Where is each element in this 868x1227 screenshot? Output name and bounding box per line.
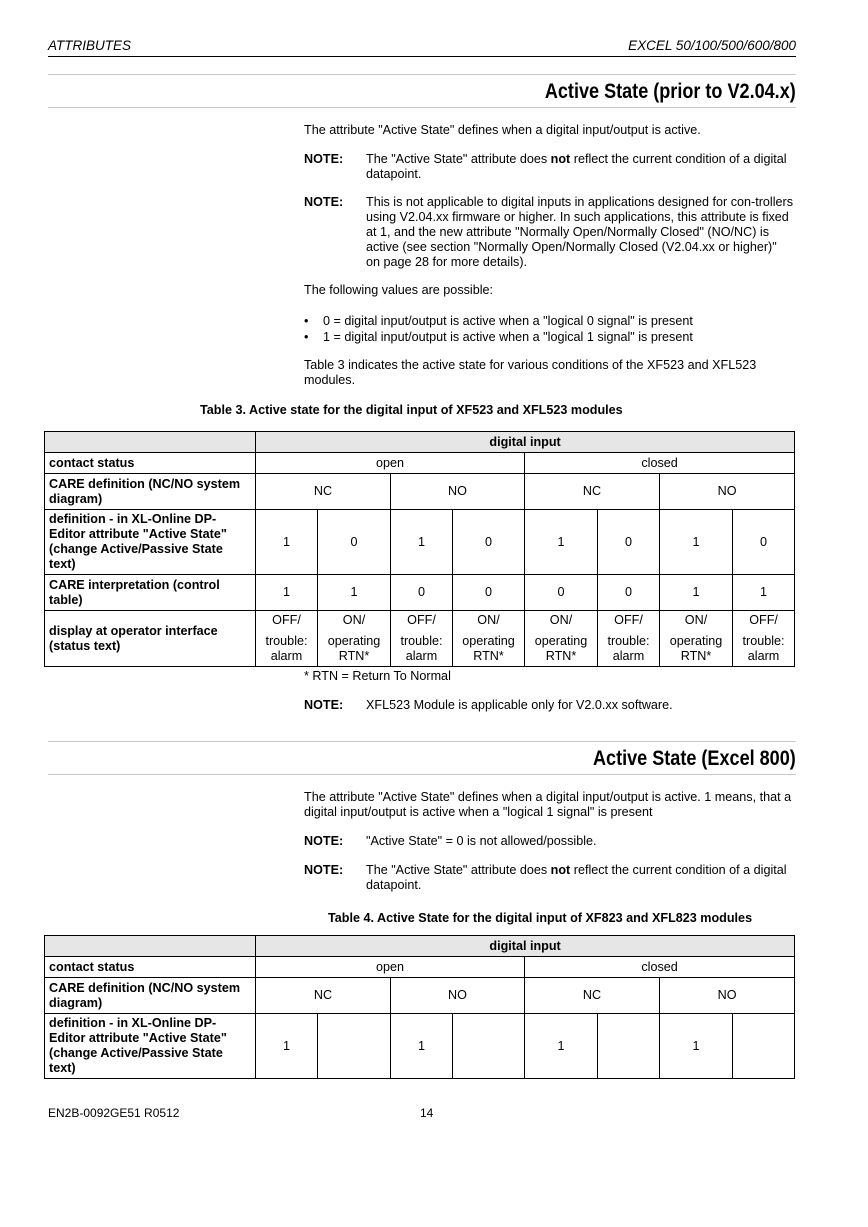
note-text: The "Active State" attribute does not reflect the current condition of a digital datapoint. bbox=[366, 863, 787, 892]
table-cell: 0 bbox=[453, 510, 525, 575]
table-cell: ON/ operating RTN* bbox=[453, 611, 525, 667]
table-cell: NO bbox=[391, 474, 525, 510]
section-rule-top bbox=[48, 741, 796, 742]
table-cell: OFF/ trouble: alarm bbox=[391, 611, 453, 667]
row-header: display at operator interface (status text) bbox=[45, 611, 256, 667]
digital-input-header: digital input bbox=[256, 432, 795, 453]
note-label: NOTE: bbox=[304, 863, 344, 877]
table-corner bbox=[45, 936, 256, 957]
table-cell: 1 bbox=[256, 1014, 318, 1079]
intro-paragraph: The attribute "Active State" defines when a digital input/output is active. bbox=[304, 123, 701, 137]
table-cell: 1 bbox=[660, 575, 733, 611]
note-label: NOTE: bbox=[304, 152, 344, 166]
table-cell: 1 bbox=[733, 575, 795, 611]
table-intro: Table 3 indicates the active state for various conditions of the XF523 and XFL523 modules. bbox=[304, 358, 757, 387]
table-cell: 1 bbox=[318, 575, 391, 611]
digital-input-header: digital input bbox=[256, 936, 795, 957]
table-cell: 0 bbox=[391, 575, 453, 611]
table-cell: NC bbox=[525, 978, 660, 1014]
row-header: contact status bbox=[45, 453, 256, 474]
section-rule-bottom bbox=[48, 107, 796, 108]
note bbox=[304, 152, 794, 182]
table-cell: 1 bbox=[660, 1014, 733, 1079]
table-cell: NO bbox=[391, 978, 525, 1014]
table-cell: NO bbox=[660, 474, 795, 510]
note-text: The "Active State" attribute does not reflect the current condition of a digital datapoint. bbox=[366, 152, 787, 181]
table-cell: 1 bbox=[256, 510, 318, 575]
table-cell: OFF/ trouble: alarm bbox=[256, 611, 318, 667]
section-rule-bottom bbox=[48, 774, 796, 775]
row-header: CARE definition (NC/NO system diagram) bbox=[45, 978, 256, 1014]
table-cell: open bbox=[256, 453, 525, 474]
value-list bbox=[304, 313, 794, 345]
row-header: definition - in XL-Online DP-Editor attribute "Active State" (change Active/Passive State text) bbox=[45, 1014, 256, 1079]
table-cell: NC bbox=[525, 474, 660, 510]
note-label: NOTE: bbox=[304, 698, 344, 712]
table-caption: Table 4. Active State for the digital input of XF823 and XFL823 modules bbox=[328, 911, 753, 925]
intro-paragraph: The attribute "Active State" defines when a digital input/output is active. 1 means, that a digital input/output is active when a "logical 1 signal" is present bbox=[304, 790, 792, 819]
row-header: CARE definition (NC/NO system diagram) bbox=[45, 474, 256, 510]
table-cell: 0 bbox=[453, 575, 525, 611]
note-label: NOTE: bbox=[304, 195, 344, 209]
table-cell: closed bbox=[525, 453, 795, 474]
table-cell: ON/ operating RTN* bbox=[318, 611, 391, 667]
table-cell bbox=[733, 1014, 795, 1079]
header-rule bbox=[48, 56, 796, 57]
note bbox=[304, 834, 794, 849]
row-header: CARE interpretation (control table) bbox=[45, 575, 256, 611]
note bbox=[304, 698, 794, 713]
table-cell: ON/ operating RTN* bbox=[525, 611, 598, 667]
table-cell: OFF/ trouble: alarm bbox=[733, 611, 795, 667]
table-caption: Table 3. Active state for the digital input of XF523 and XFL523 modules bbox=[200, 403, 623, 417]
note-label: NOTE: bbox=[304, 834, 344, 848]
table-cell: ON/ operating RTN* bbox=[660, 611, 733, 667]
table-cell: 1 bbox=[660, 510, 733, 575]
note bbox=[304, 863, 794, 893]
note bbox=[304, 195, 794, 270]
document-id: EN2B-0092GE51 R0512 bbox=[48, 1106, 180, 1120]
table-cell bbox=[598, 1014, 660, 1079]
table-cell: 0 bbox=[598, 510, 660, 575]
table-cell: closed bbox=[525, 957, 795, 978]
row-header: contact status bbox=[45, 957, 256, 978]
note-text: "Active State" = 0 is not allowed/possible. bbox=[366, 834, 597, 848]
values-intro: The following values are possible: bbox=[304, 283, 494, 297]
table-cell bbox=[318, 1014, 391, 1079]
table-cell bbox=[453, 1014, 525, 1079]
section-rule-top bbox=[48, 74, 796, 75]
table-cell: 1 bbox=[525, 1014, 598, 1079]
note-text: This is not applicable to digital inputs in applications designed for con-trollers using V2.04.xx firmware or higher. In such applications, this attribute is fixed at 1, and the new attribute "Normally Open/Normally Closed" (NO/NC) is active (see section "Normally Open/Normally Closed (V2.04.xx or higher)" on page 28 for more details). bbox=[366, 195, 794, 269]
row-header: definition - in XL-Online DP-Editor attribute "Active State" (change Active/Passive State text) bbox=[45, 510, 256, 575]
note-text: XFL523 Module is applicable only for V2.0.xx software. bbox=[366, 698, 673, 712]
table-cell: 0 bbox=[525, 575, 598, 611]
table-cell: 1 bbox=[391, 510, 453, 575]
table-cell: OFF/ trouble: alarm bbox=[598, 611, 660, 667]
list-item: • 1 = digital input/output is active when a "logical 1 signal" is present bbox=[304, 329, 794, 345]
running-header-left: ATTRIBUTES bbox=[48, 38, 132, 53]
table-cell: 0 bbox=[598, 575, 660, 611]
active-state-table-3 bbox=[44, 431, 795, 667]
section-title: Active State (Excel 800) bbox=[593, 747, 796, 770]
table-cell: 0 bbox=[318, 510, 391, 575]
table-cell: NO bbox=[660, 978, 795, 1014]
page-number: 14 bbox=[420, 1106, 434, 1120]
active-state-table-4 bbox=[44, 935, 795, 1079]
section-title: Active State (prior to V2.04.x) bbox=[545, 80, 796, 103]
running-header-right: EXCEL 50/100/500/600/800 bbox=[628, 38, 796, 53]
footnote: * RTN = Return To Normal bbox=[304, 669, 451, 683]
table-cell: 0 bbox=[733, 510, 795, 575]
table-cell: NC bbox=[256, 978, 391, 1014]
table-cell: 1 bbox=[256, 575, 318, 611]
table-cell: NC bbox=[256, 474, 391, 510]
table-cell: open bbox=[256, 957, 525, 978]
table-cell: 1 bbox=[391, 1014, 453, 1079]
table-corner bbox=[45, 432, 256, 453]
list-item: • 0 = digital input/output is active when a "logical 0 signal" is present bbox=[304, 313, 794, 329]
table-cell: 1 bbox=[525, 510, 598, 575]
